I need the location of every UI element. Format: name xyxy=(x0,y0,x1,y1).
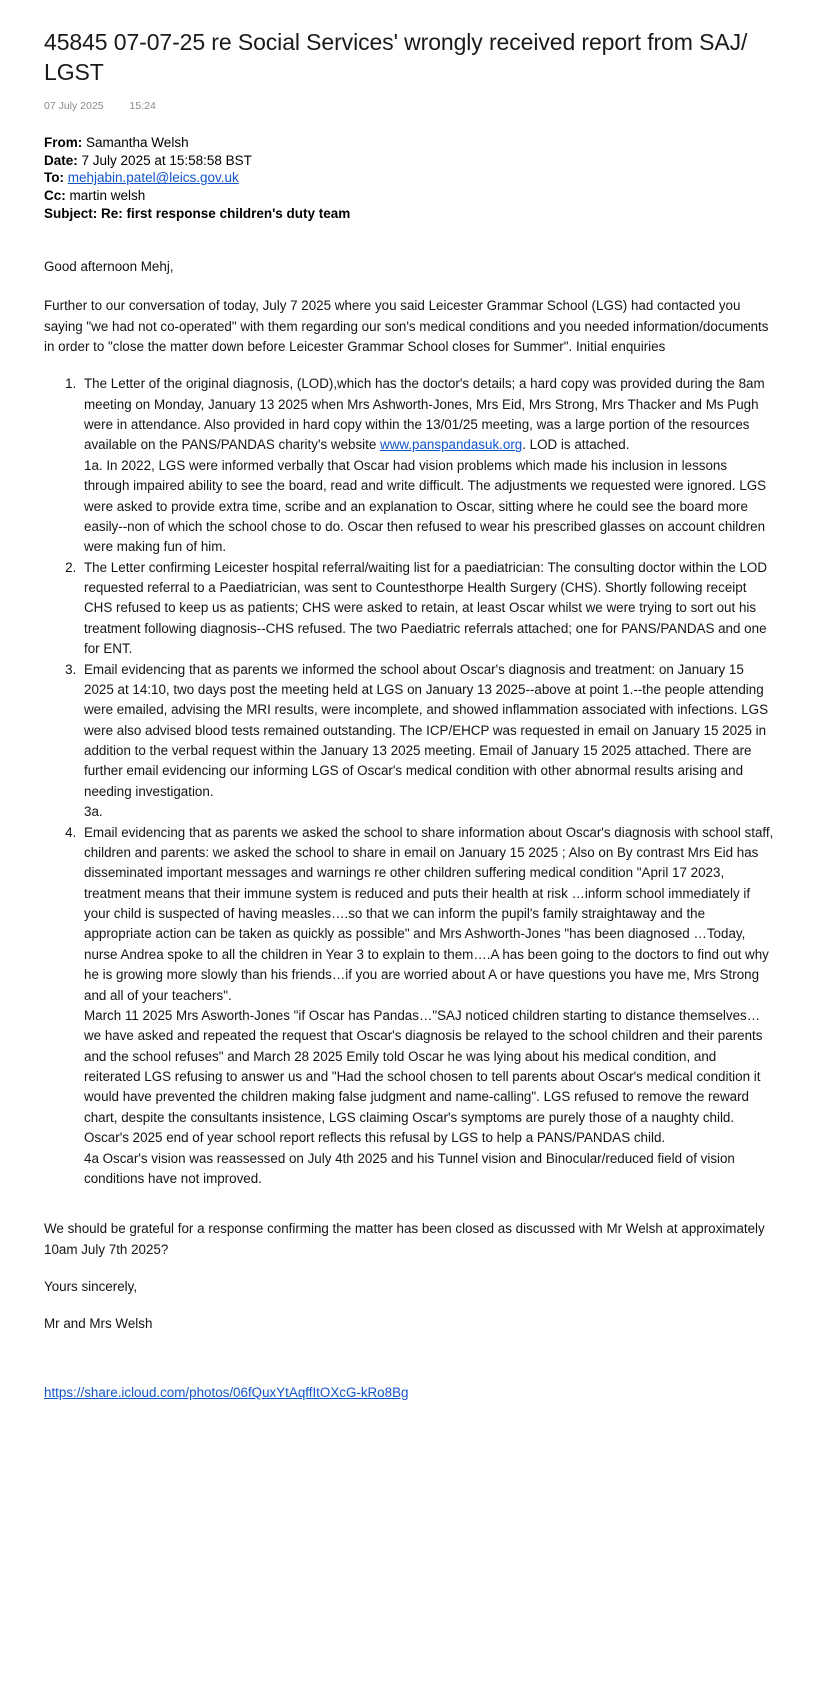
subject-value: Re: first response children's duty team xyxy=(101,206,351,222)
email-from-row xyxy=(44,134,776,152)
email-body xyxy=(44,257,776,1403)
list-item-text: 4. Email evidencing that as parents we asked the school to share information about Oscar's diagnosis with school staff, children and parents: we asked the school to share in email on January 15 2025 ; Also on By contrast Mrs Eid has disseminated important messages and warnings re other children suffering medical condition "April 17 2023, treatment means that their immune system is reduced and puts their health at risk …inform school immediately if your child is suspected of having measles….so that we can inform the pupil's family straightaway and the appropriate action can be taken as quickly as possible" and Mrs Ashworth-Jones "has been diagnosed …Today, nurse Andrea spoke to all the children in Year 3 to explain to them….A has been going to the doctors to find out why he is growing more slowly than his friends…if you are worried about A or have questions you have me, Mrs Strong and all of your teachers". xyxy=(84,824,774,1003)
evidence-list xyxy=(44,374,776,1189)
footer-link-block xyxy=(44,1383,776,1403)
signature: Mr and Mrs Welsh xyxy=(44,1316,153,1332)
email-date-row xyxy=(44,152,776,170)
email-to-row xyxy=(44,169,776,187)
from-label: From: xyxy=(44,134,83,150)
list-item-subnote: 1a. In 2022, LGS were informed verbally that Oscar had vision problems which made his inclusion in lessons through impaired ability to see the board, read and write difficult. The adjustments we requested were ignored. LGS were asked to provide extra time, scribe and an explanation to Oscar, sitting where he could see the board more easily--non of which the school chose to do. Oscar then refused to wear his prescribed glasses on account children were making fun of him. xyxy=(84,457,767,555)
page-title: 45845 07-07-25 re Social Services' wrongly received report from SAJ/ LGST xyxy=(44,29,748,85)
email-cc-row xyxy=(44,187,776,205)
list-item xyxy=(80,823,776,1190)
cc-value: martin welsh xyxy=(69,188,146,204)
list-item-subnote: March 11 2025 Mrs Asworth-Jones "if Oscar has Pandas…"SAJ noticed children starting to distance themselves…we have asked and repeated the request that Oscar's diagnosis be relayed to the school children and their parents and the school refuses" and March 28 2025 Emily told Oscar he was lying about his medical condition, and reiterated LGS refusing to answer us and "Had the school chosen to tell parents about Oscar's medical condition it would have prevented the children making false judgment and name-calling". LGS refused to remove the reward chart, despite the consultants insistence, LGS claiming Oscar's symptoms are purely those of a naughty child. Oscar's 2025 end of year school report reflects this refusal by LGS to help a PANS/PANDAS child. xyxy=(84,1007,763,1146)
panspandasuk-link[interactable]: www.panspandasuk.org xyxy=(380,437,523,453)
email-header-block xyxy=(44,134,776,223)
list-item-text xyxy=(84,374,776,456)
salutation: Good afternoon Mehj, xyxy=(44,258,174,274)
recipient-email-link[interactable]: mehjabin.patel@leics.gov.uk xyxy=(67,170,239,186)
sign-off: Yours sincerely, xyxy=(44,1279,138,1295)
subject-label: Subject: xyxy=(44,206,98,222)
list-item-text: 3. Email evidencing that as parents we informed the school about Oscar's diagnosis and treatment: on January 15 2025 at 14:10, two days post the meeting held at LGS on January 13 2025--above at point 1.--the people attending were emailed, advising the MRI results, were incomplete, and showed inflammation associated with infections. LGS were also advised blood tests remained outstanding. The ICP/EHCP was requested in email on January 15 2025 in addition to the verbal request within the January 13 2025 meeting. Email of January 15 2025 attached. There are further email evidencing our informing LGS of Oscar's medical condition with other abnormal results arising and needing investigation. xyxy=(84,661,768,799)
list-item xyxy=(80,374,776,557)
list-item-text-after-link: . LOD is attached. xyxy=(522,437,630,453)
to-label: To: xyxy=(44,170,64,186)
cc-label: Cc: xyxy=(44,188,66,204)
intro-paragraph: Further to our conversation of today, July 7 2025 where you said Leicester Grammar School (LGS) had contacted you saying "we had not co-operated" with them regarding our son's medical conditions and you needed information/documents in order to "close the matter down before Leicester Grammar School closes for Summer". Initial enquiries xyxy=(44,298,769,354)
date-value: 7 July 2025 at 15:58:58 BST xyxy=(81,152,252,168)
document-time: 15:24 xyxy=(129,99,156,112)
email-subject-row xyxy=(44,205,776,223)
closing-request: We should be grateful for a response confirming the matter has been closed as discussed with Mr Welsh at approximately 10am July 7th 2025? xyxy=(44,1221,765,1257)
icloud-share-link[interactable]: https://share.icloud.com/photos/06fQuxYtAqffItOXcG-kRo8Bg xyxy=(44,1384,409,1400)
date-label: Date: xyxy=(44,152,78,168)
from-value: Samantha Welsh xyxy=(86,134,189,150)
list-item-text-before-link: The Letter of the original diagnosis, (LOD),which has the doctor's details; a hard copy was provided during the 8am meeting on Monday, January 13 2025 when Mrs Ashworth-Jones, Mrs Eid, Mrs Strong, Mrs Thacker and Ms Pugh were in attendance. Also provided in hard copy within the 13/01/25 meeting, was a large portion of the resources available on the PANS/PANDAS charity's website xyxy=(84,376,765,453)
closing-block xyxy=(44,1219,776,1335)
list-item-subnote-2: 4a Oscar's vision was reassessed on July 4th 2025 and his Tunnel vision and Binocular/reduced field of vision conditions have not improved. xyxy=(84,1150,735,1186)
document-date: 07 July 2025 xyxy=(44,99,104,112)
list-item-subnote: 3a. xyxy=(84,804,103,820)
document-meta xyxy=(44,100,776,112)
list-item-text: 2. The Letter confirming Leicester hospital referral/waiting list for a paediatrician: The consulting doctor within the LOD requested referral to a Paediatrician, was sent to Countesthorpe Health Surgery (CHS). Shortly following receipt CHS refused to keep us as patients; CHS were asked to retain, at least Oscar whilst we were trying to sort out his treatment following diagnosis--CHS refused. The two Paediatric referrals attached; one for PANS/PANDAS and one for ENT. xyxy=(84,559,768,657)
list-item xyxy=(80,558,776,660)
list-item xyxy=(80,660,776,823)
